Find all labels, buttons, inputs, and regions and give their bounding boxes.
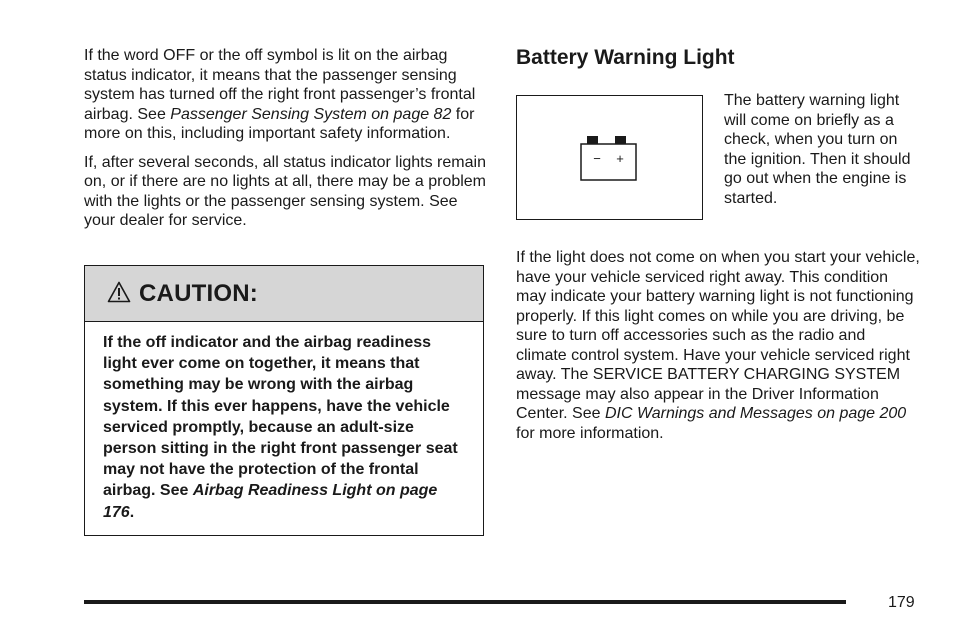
battery-minus-label: − bbox=[592, 150, 601, 166]
caution-body bbox=[85, 322, 483, 523]
battery-icon bbox=[516, 95, 703, 220]
paragraph-text: If the word OFF or the off symbol is lit on the airbag status indicator, it means that the passenger sensing system has turned off the right front passenger’s frontal airbag. See bbox=[84, 47, 476, 123]
paragraph-text: If the light does not come on when you start your vehicle, have your vehicle serviced right away. This condition may indicate your battery warning light is not functioning properly. If this light comes on while you are driving, be sure to turn off accessories such as the radio and climate control system. Have your vehicle serviced right away. The SERVICE BATTERY CHARGING SYSTEM message may also appear in the Driver Information Center. See bbox=[516, 249, 920, 422]
right-column bbox=[516, 44, 920, 442]
paragraph-text: for more on this, including important safety information. bbox=[84, 105, 475, 142]
section-heading: Battery Warning Light bbox=[516, 46, 735, 69]
passenger-sensing-reference: Passenger Sensing System on page 82 bbox=[170, 105, 452, 123]
status-lights-paragraph: If, after several seconds, all status indicator lights remain on, or if there are no lights at all, there may be a problem with the lights or the passenger sensing system. See your dealer for service. bbox=[84, 153, 486, 229]
caution-text bbox=[103, 332, 469, 523]
battery-figure bbox=[516, 95, 703, 220]
dic-warnings-reference: DIC Warnings and Messages on page 200 bbox=[604, 405, 907, 422]
battery-plus-label: + bbox=[615, 150, 624, 166]
caution-text-main: If the off indicator and the airbag readiness light ever come on together, it means that something may be wrong with the airbag system. If this ever happens, have the vehicle serviced promptly, because an adult-size person sitting in the right front passenger seat may not have the protection of the frontal airbag. See bbox=[103, 334, 458, 500]
caution-header bbox=[85, 266, 483, 322]
caution-box bbox=[84, 265, 484, 536]
paragraph-text: for more information. bbox=[516, 424, 664, 442]
airbag-readiness-reference: Airbag Readiness Light on page 176 bbox=[103, 482, 438, 521]
airbag-status-paragraph bbox=[84, 46, 486, 144]
battery-service-paragraph bbox=[516, 248, 920, 443]
page-number: 179 bbox=[888, 594, 915, 611]
caution-title: CAUTION: bbox=[139, 279, 258, 307]
battery-check-paragraph: The battery warning light will come on briefly as a check, when you turn on the ignition. Then it should go out when the engine is started. bbox=[724, 92, 911, 207]
left-column bbox=[84, 46, 486, 231]
footer-rule bbox=[84, 600, 846, 604]
warning-triangle-icon bbox=[107, 281, 131, 303]
caution-text-end: . bbox=[129, 503, 135, 521]
